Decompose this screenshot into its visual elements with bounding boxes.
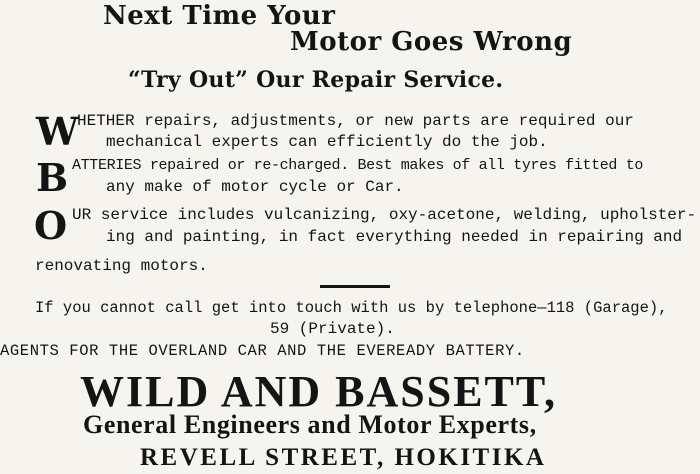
dropcap-b: B xyxy=(36,155,69,200)
paragraph-1-line-2: mechanical experts can efficiently do the job. xyxy=(106,133,548,151)
dropcap-w: W xyxy=(36,109,79,154)
paragraph-2-line-2: any make of motor cycle or Car. xyxy=(106,178,404,196)
paragraph-3-line-2: ing and painting, in fact everything needed in repairing and xyxy=(106,228,683,246)
subheadline: “Try Out” Our Repair Service. xyxy=(128,67,504,93)
divider-rule xyxy=(320,285,390,288)
company-name: WILD AND BASSETT, xyxy=(80,367,557,416)
company-address: REVELL STREET, HOKITIKA xyxy=(140,444,547,471)
contact-line-1: If you cannot call get into touch with us by telephone—118 (Garage), xyxy=(35,299,668,317)
headline-line-2: Motor Goes Wrong xyxy=(290,27,573,57)
contact-line-2: 59 (Private). xyxy=(270,320,395,338)
paragraph-3-line-3: renovating motors. xyxy=(35,257,208,275)
paragraph-3-line-1: UR service includes vulcanizing, oxy-acetone, welding, upholster- xyxy=(72,206,697,224)
agents-line: AGENTS FOR THE OVERLAND CAR AND THE EVEREADY BATTERY. xyxy=(0,342,525,360)
dropcap-o: O xyxy=(34,203,68,248)
paragraph-2-line-1: ATTERIES repaired or re-charged. Best makes of all tyres fitted to xyxy=(72,157,643,174)
company-tagline: General Engineers and Motor Experts, xyxy=(83,410,537,439)
headline-line-1: Next Time Your xyxy=(103,1,336,31)
paragraph-1-line-1: HETHER repairs, adjustments, or new parts are required our xyxy=(77,112,634,130)
